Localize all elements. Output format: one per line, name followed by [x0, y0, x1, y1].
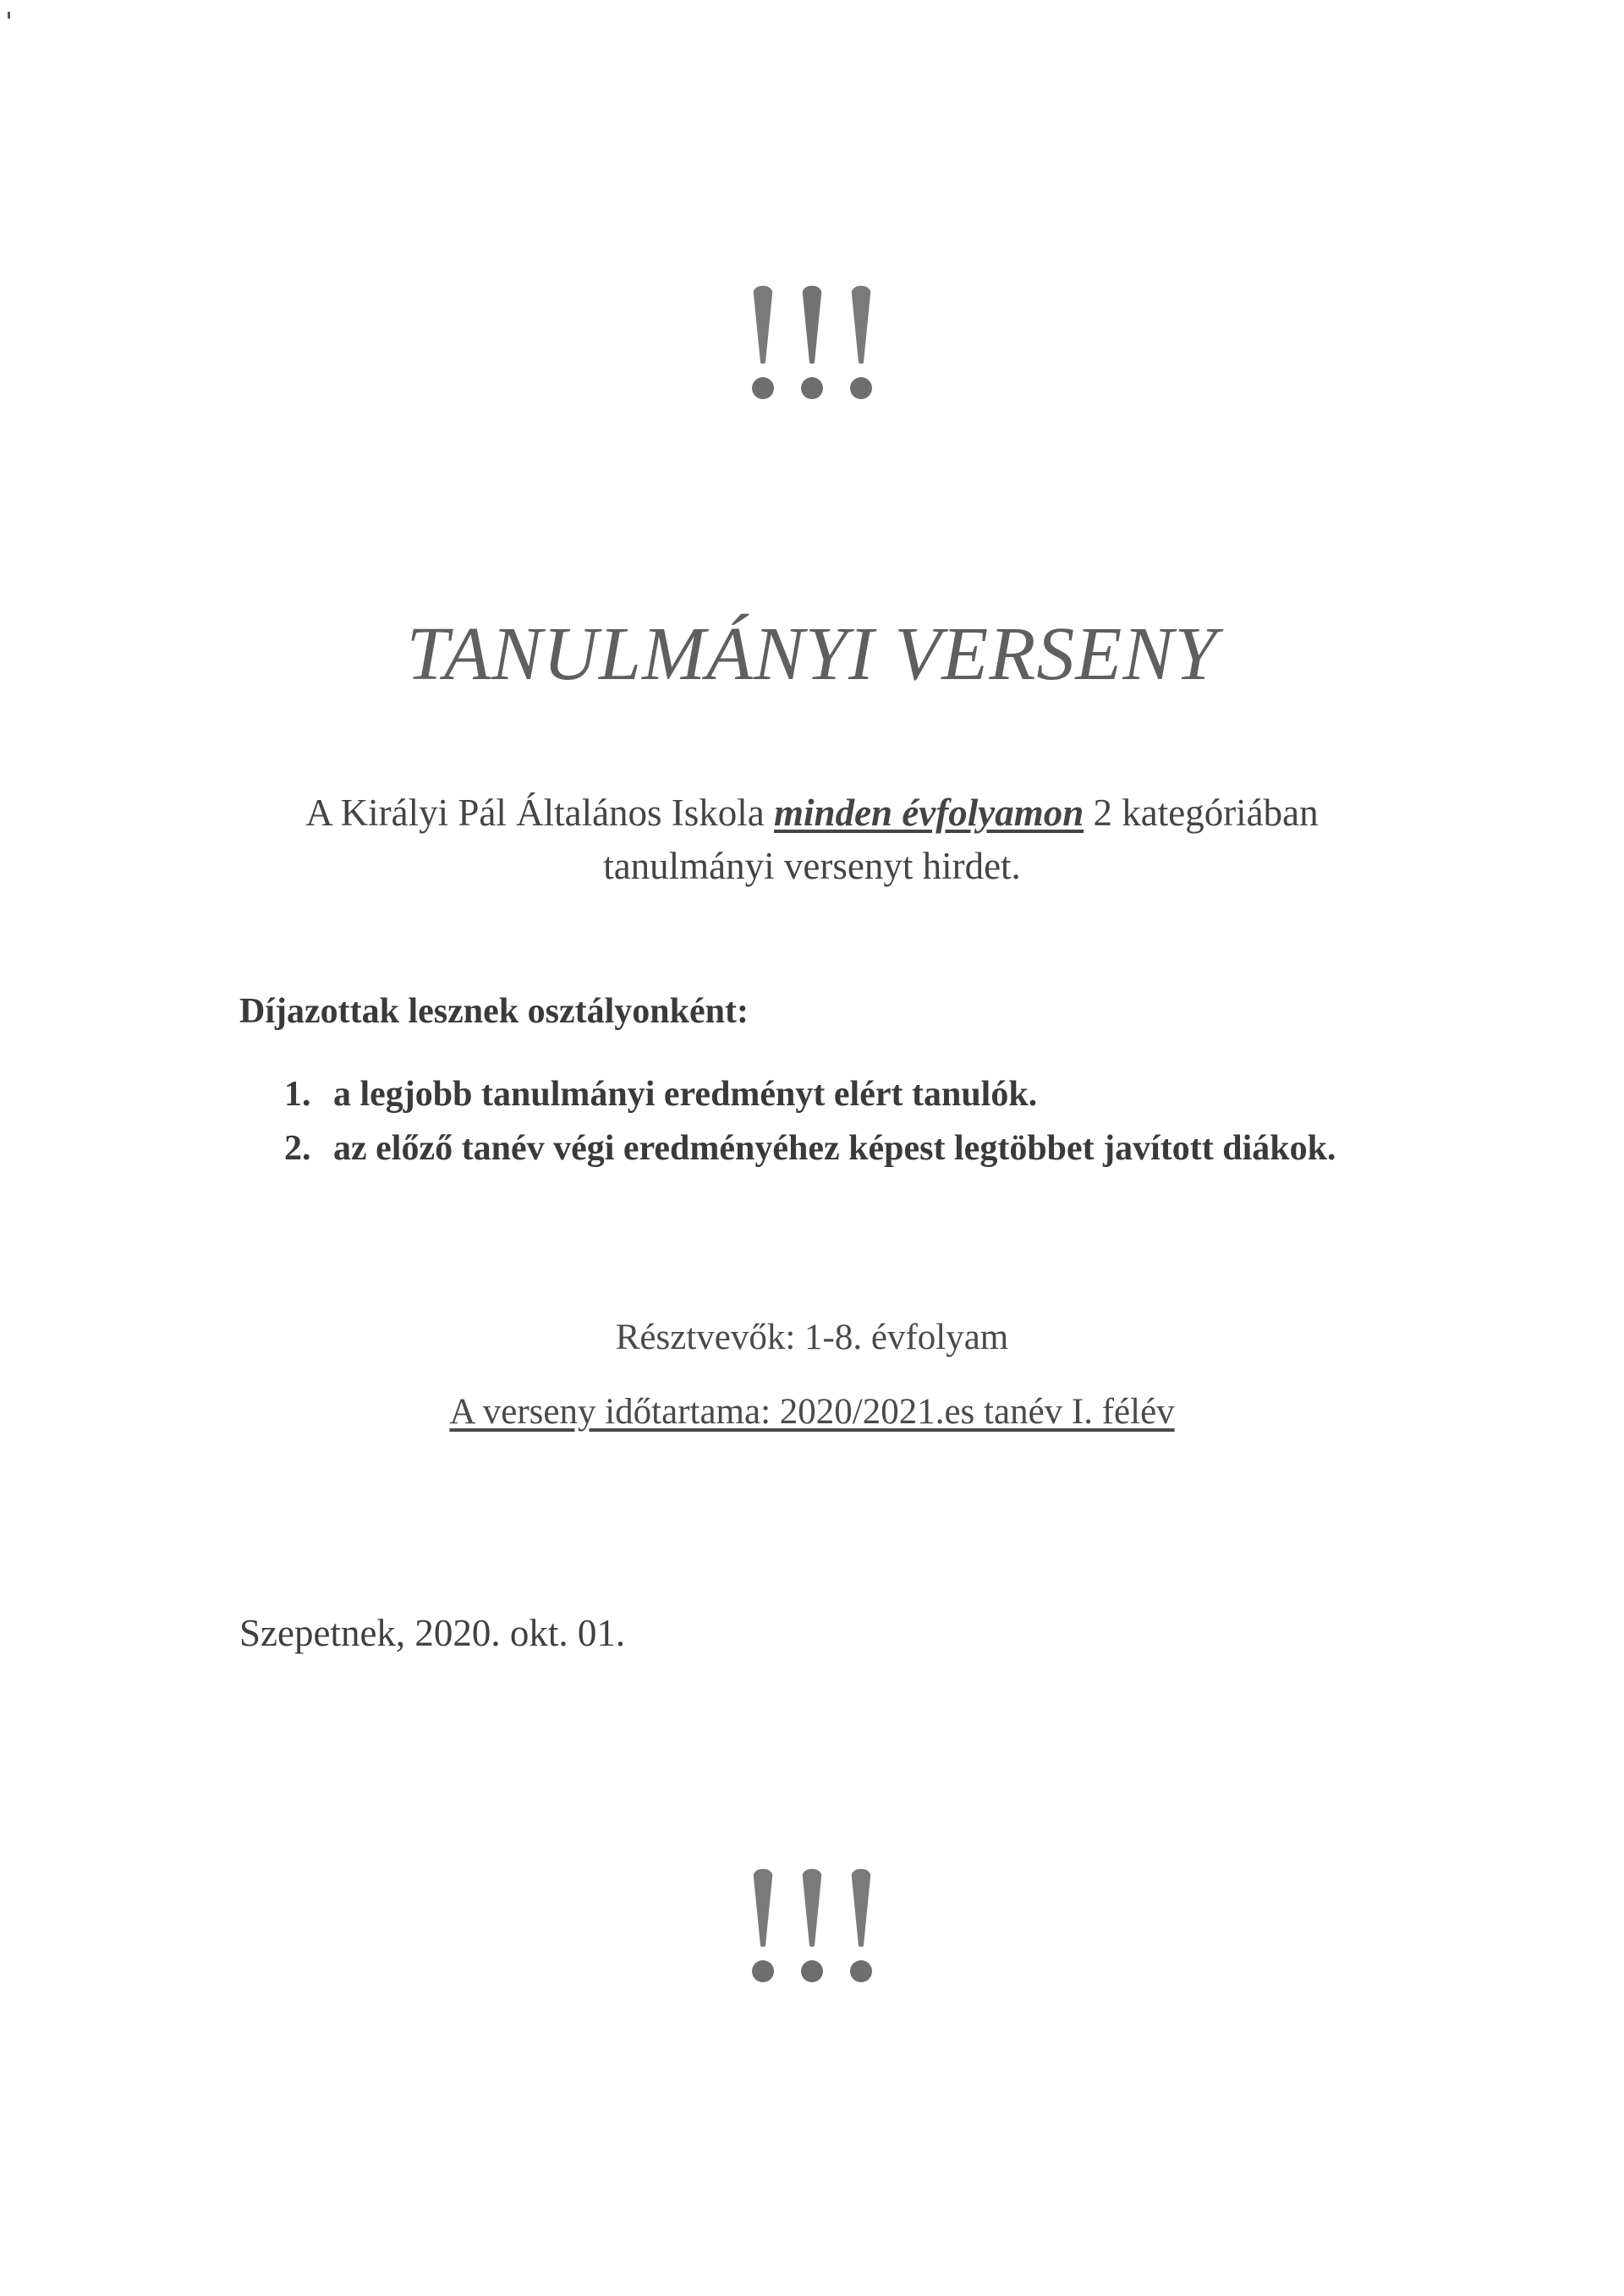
exclamation-icon	[848, 286, 874, 403]
exclamation-icon	[848, 1869, 874, 1986]
participants-line: Résztvevők: 1-8. évfolyam	[615, 1318, 1009, 1357]
scan-artifact	[8, 12, 10, 19]
exclamation-icon	[799, 1869, 825, 1986]
top-exclamation-marks	[0, 286, 1624, 403]
intro-line-2: tanulmányi versenyt hirdet.	[603, 845, 1021, 887]
intro-text-after: 2 kategóriában	[1084, 792, 1319, 834]
bottom-exclamation-marks	[0, 1869, 1624, 1986]
intro-line-1	[0, 786, 1624, 840]
exclamation-icon	[750, 1869, 776, 1986]
list-item-text: az előző tanév végi eredményéhez képest legtöbbet javított diákok.	[333, 1129, 1336, 1168]
prizes-heading: Díjazottak lesznek osztályonként:	[239, 992, 749, 1031]
prizes-list	[284, 1067, 1426, 1175]
duration-text: A verseny időtartama: 2020/2021.es tanév I. félév	[449, 1392, 1175, 1432]
list-item-number: 1.	[284, 1075, 311, 1114]
list-item	[284, 1067, 1426, 1121]
place-and-date: Szepetnek, 2020. okt. 01.	[239, 1612, 626, 1654]
list-item-text: a legjobb tanulmányi eredményt elért tanulók.	[333, 1075, 1038, 1114]
list-item-number: 2.	[284, 1129, 311, 1168]
page-title: TANULMÁNYI VERSENY	[406, 612, 1218, 696]
list-item	[284, 1121, 1426, 1175]
duration-line	[0, 1391, 1624, 1433]
intro-text-before: A Királyi Pál Általános Iskola	[305, 792, 775, 834]
exclamation-icon	[799, 286, 825, 403]
intro-paragraph	[0, 786, 1624, 893]
intro-emphasis: minden évfolyamon	[774, 792, 1084, 834]
exclamation-icon	[750, 286, 776, 403]
